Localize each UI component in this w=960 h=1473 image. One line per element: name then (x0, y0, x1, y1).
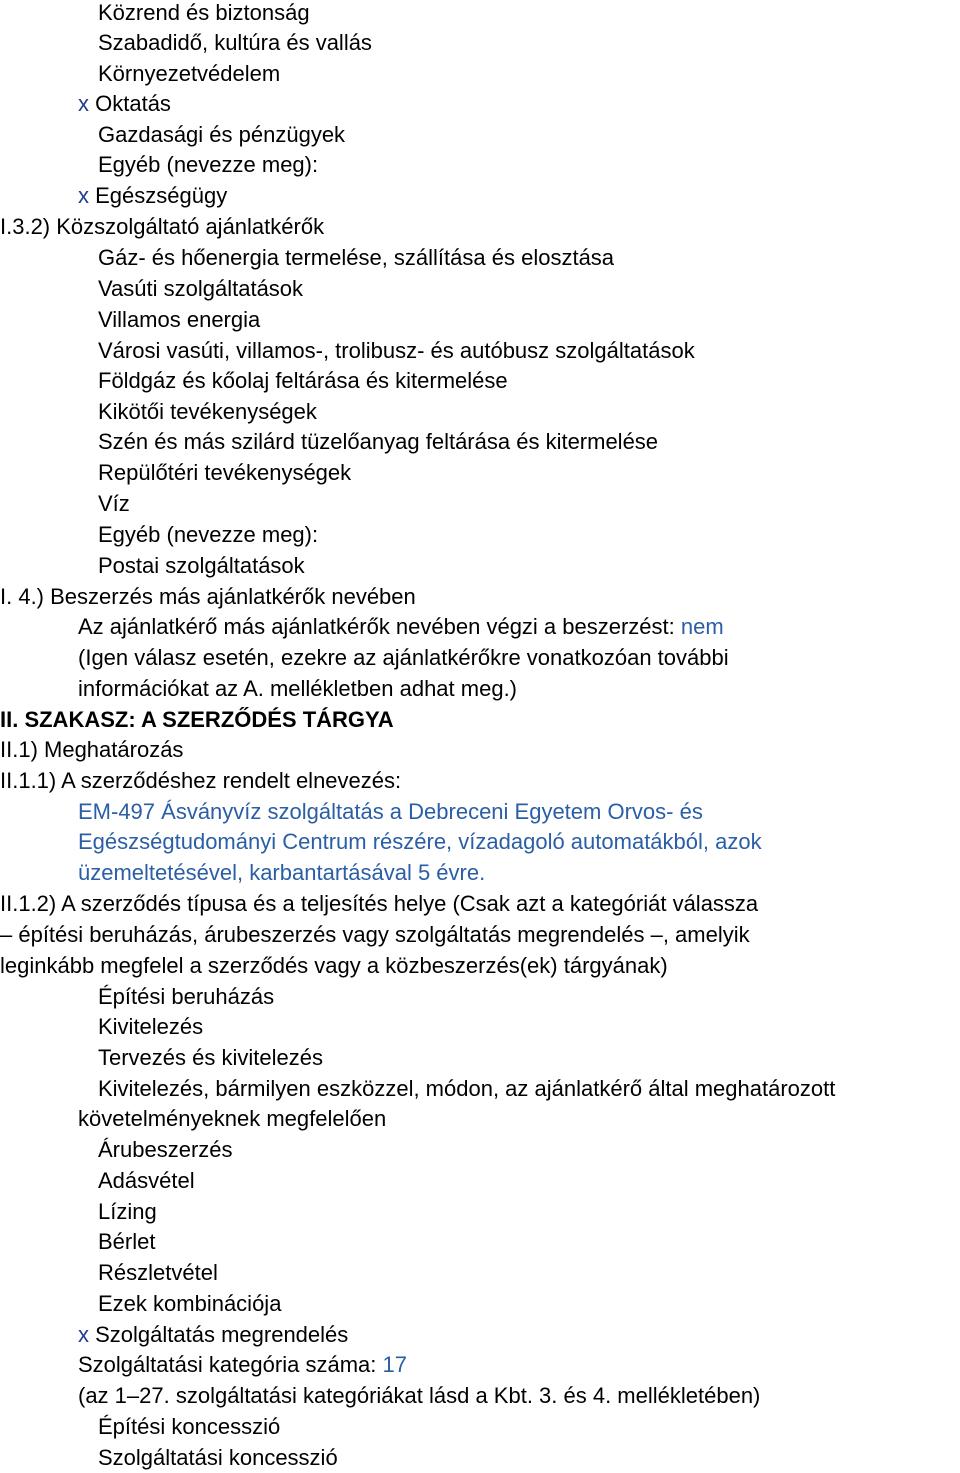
contract-type-item: Részletvétel (98, 1260, 218, 1285)
name-heading: II.1.1) A szerződéshez rendelt elnevezés: (0, 768, 402, 793)
list-item: Földgáz és kőolaj feltárása és kitermelése (98, 368, 508, 393)
category-value: 17 (382, 1352, 407, 1377)
contract-type-item: Szolgáltatási koncesszió (98, 1445, 338, 1470)
note-text: (Igen válasz esetén, ezekre az ajánlatkérőkre vonatkozóan további (78, 645, 729, 670)
item-label: Szolgáltatás megrendelés (95, 1322, 349, 1347)
list-item: Villamos energia (98, 307, 261, 332)
list-item (98, 61, 280, 87)
list-item-selected (78, 91, 171, 117)
section-heading-ii: II. SZAKASZ: A SZERZŐDÉS TÁRGYA (0, 707, 394, 732)
question-text: Az ajánlatkérő más ajánlatkérők nevében végzi a beszerzést: (78, 614, 681, 639)
type-heading: II.1.2) A szerződés típusa és a teljesítés helye (Csak azt a kategóriát válassza (0, 891, 759, 916)
list-item: Egyéb (nevezze meg): (98, 522, 319, 547)
list-item: Szén és más szilárd tüzelőanyag feltárása és kitermelése (98, 429, 659, 454)
contract-type-item: Építési koncesszió (98, 1414, 281, 1439)
contract-name: Egészségtudományi Centrum részére, vízadagoló automatákból, azok (78, 829, 762, 854)
list-item: Repülőtéri tevékenységek (98, 460, 352, 485)
contract-type-item: Árubeszerzés (98, 1137, 233, 1162)
item-label: Szabadidő, kultúra és vallás (98, 30, 372, 55)
contract-type-item: Kivitelezés, bármilyen eszközzel, módon, az ajánlatkérő által meghatározott (98, 1076, 836, 1101)
procurement-question (78, 614, 724, 640)
contract-type-item: Építési beruházás (98, 984, 275, 1009)
item-label: Egyéb (nevezze meg): (98, 152, 319, 177)
list-item (98, 30, 372, 56)
category-label: Szolgáltatási kategória száma: (78, 1352, 383, 1377)
list-item: Vasúti szolgáltatások (98, 276, 304, 301)
section-heading-i32: I.3.2) Közszolgáltató ajánlatkérők (0, 214, 325, 239)
item-label: Közrend és biztonság (98, 0, 310, 25)
section-heading-i4: I. 4.) Beszerzés más ajánlatkérők nevében (0, 584, 416, 609)
item-label: Oktatás (95, 91, 171, 116)
contract-type-selected (78, 1322, 348, 1348)
answer-value: nem (680, 614, 724, 639)
category-note: (az 1–27. szolgáltatási kategóriákat lásd a Kbt. 3. és 4. mellékletében) (78, 1383, 761, 1408)
note-text: információkat az A. mellékletben adhat meg.) (78, 676, 518, 701)
list-item (98, 152, 318, 178)
service-category (78, 1352, 407, 1378)
list-item (98, 122, 345, 148)
selected-mark: x (78, 1322, 89, 1347)
contract-type-item: Bérlet (98, 1229, 156, 1254)
list-item: Gáz- és hőenergia termelése, szállítása és elosztása (98, 245, 615, 270)
list-item: Városi vasúti, villamos-, trolibusz- és autóbusz szolgáltatások (98, 338, 695, 363)
contract-type-item: Lízing (98, 1199, 157, 1224)
list-item (98, 0, 310, 26)
selected-mark: x (78, 91, 89, 116)
sub-heading: II.1) Meghatározás (0, 737, 184, 762)
type-heading: – építési beruházás, árubeszerzés vagy szolgáltatás megrendelés –, amelyik (0, 922, 750, 947)
contract-type-item: Adásvétel (98, 1168, 195, 1193)
item-label: Környezetvédelem (98, 61, 281, 86)
selected-mark: x (78, 183, 89, 208)
item-label: Gazdasági és pénzügyek (98, 122, 346, 147)
item-label: Egészségügy (95, 183, 228, 208)
contract-type-item: követelményeknek megfelelően (78, 1106, 387, 1131)
contract-type-item: Tervezés és kivitelezés (98, 1045, 323, 1070)
list-item: Kikötői tevékenységek (98, 399, 317, 424)
list-item: Víz (98, 491, 130, 516)
list-item-selected (78, 183, 227, 209)
type-heading: leginkább megfelel a szerződés vagy a közbeszerzés(ek) tárgyának) (0, 953, 668, 978)
list-item: Postai szolgáltatások (98, 553, 305, 578)
contract-type-item: Kivitelezés (98, 1014, 204, 1039)
contract-name: EM-497 Ásványvíz szolgáltatás a Debreceni Egyetem Orvos- és (78, 799, 703, 824)
contract-type-item: Ezek kombinációja (98, 1291, 282, 1316)
contract-name: üzemeltetésével, karbantartásával 5 évre. (78, 860, 486, 885)
